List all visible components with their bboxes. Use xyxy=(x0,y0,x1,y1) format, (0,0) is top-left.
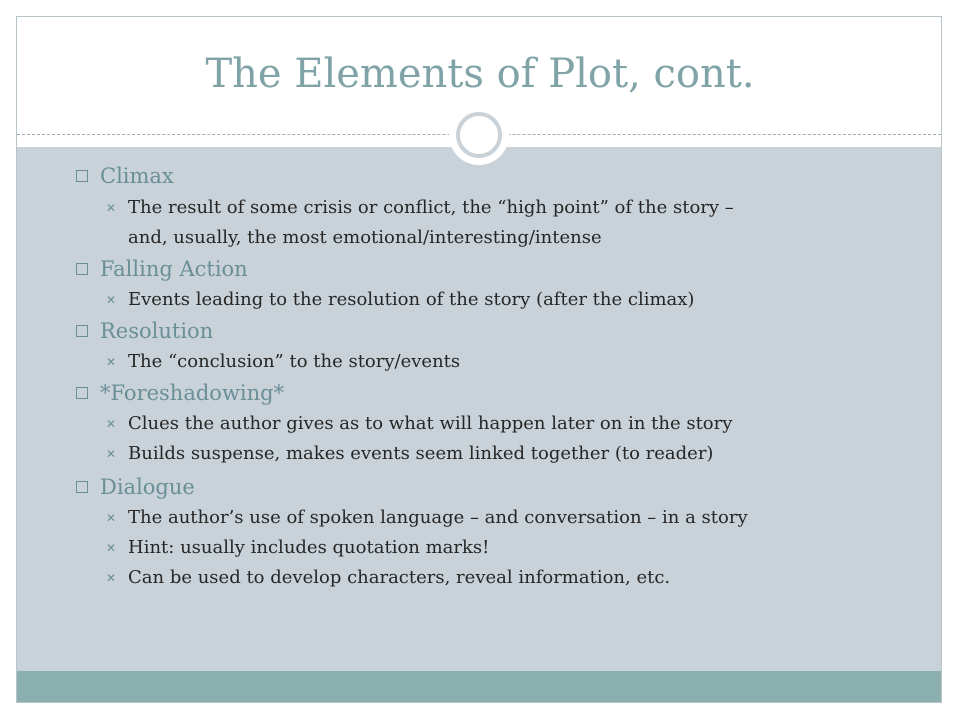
hollow-square-icon xyxy=(76,170,88,182)
sub-bullet-text: Hint: usually includes quotation marks! xyxy=(128,537,490,558)
hollow-square-icon xyxy=(76,325,88,337)
x-mark-icon: ✕ xyxy=(106,417,117,431)
bullet-heading: Falling Action xyxy=(100,257,248,281)
sub-bullet-text: The author’s use of spoken language – and conversation – in a story xyxy=(128,507,748,528)
sub-bullet-text: Events leading to the resolution of the story (after the climax) xyxy=(128,289,695,310)
sub-bullet xyxy=(106,350,460,374)
x-mark-icon: ✕ xyxy=(106,541,117,555)
bullet-foreshadowing xyxy=(76,380,284,406)
bullet-heading: Dialogue xyxy=(100,475,195,499)
sub-bullet-continuation: and, usually, the most emotional/interesting/intense xyxy=(128,227,602,248)
hollow-square-icon xyxy=(76,387,88,399)
sub-bullet xyxy=(106,196,734,220)
x-mark-icon: ✕ xyxy=(106,355,117,369)
sub-bullet xyxy=(106,412,732,436)
ring-ornament-inner xyxy=(456,112,502,158)
sub-bullet-text: The result of some crisis or conflict, the “high point” of the story – xyxy=(128,197,734,218)
footer-band xyxy=(17,671,941,702)
bullet-heading: Resolution xyxy=(100,319,214,343)
sub-bullet xyxy=(106,288,694,312)
bullet-resolution xyxy=(76,318,213,344)
x-mark-icon: ✕ xyxy=(106,201,117,215)
x-mark-icon: ✕ xyxy=(106,511,117,525)
sub-bullet xyxy=(106,442,713,466)
sub-bullet-text: Clues the author gives as to what will happen later on in the story xyxy=(128,413,733,434)
bullet-heading: *Foreshadowing* xyxy=(100,381,285,405)
hollow-square-icon xyxy=(76,263,88,275)
sub-bullet-text: Can be used to develop characters, reveal information, etc. xyxy=(128,567,671,588)
bullet-climax xyxy=(76,163,174,189)
sub-bullet xyxy=(106,536,489,560)
sub-bullet-text: Builds suspense, makes events seem linked together (to reader) xyxy=(128,443,714,464)
hollow-square-icon xyxy=(76,481,88,493)
bullet-heading: Climax xyxy=(100,164,174,188)
sub-bullet xyxy=(106,506,748,530)
bullet-dialogue xyxy=(76,474,195,500)
sub-bullet-text: The “conclusion” to the story/events xyxy=(128,351,461,372)
bullet-falling-action xyxy=(76,256,248,282)
x-mark-icon: ✕ xyxy=(106,447,117,461)
x-mark-icon: ✕ xyxy=(106,293,117,307)
sub-bullet xyxy=(106,566,670,590)
x-mark-icon: ✕ xyxy=(106,571,117,585)
slide-title: The Elements of Plot, cont. xyxy=(205,51,755,97)
